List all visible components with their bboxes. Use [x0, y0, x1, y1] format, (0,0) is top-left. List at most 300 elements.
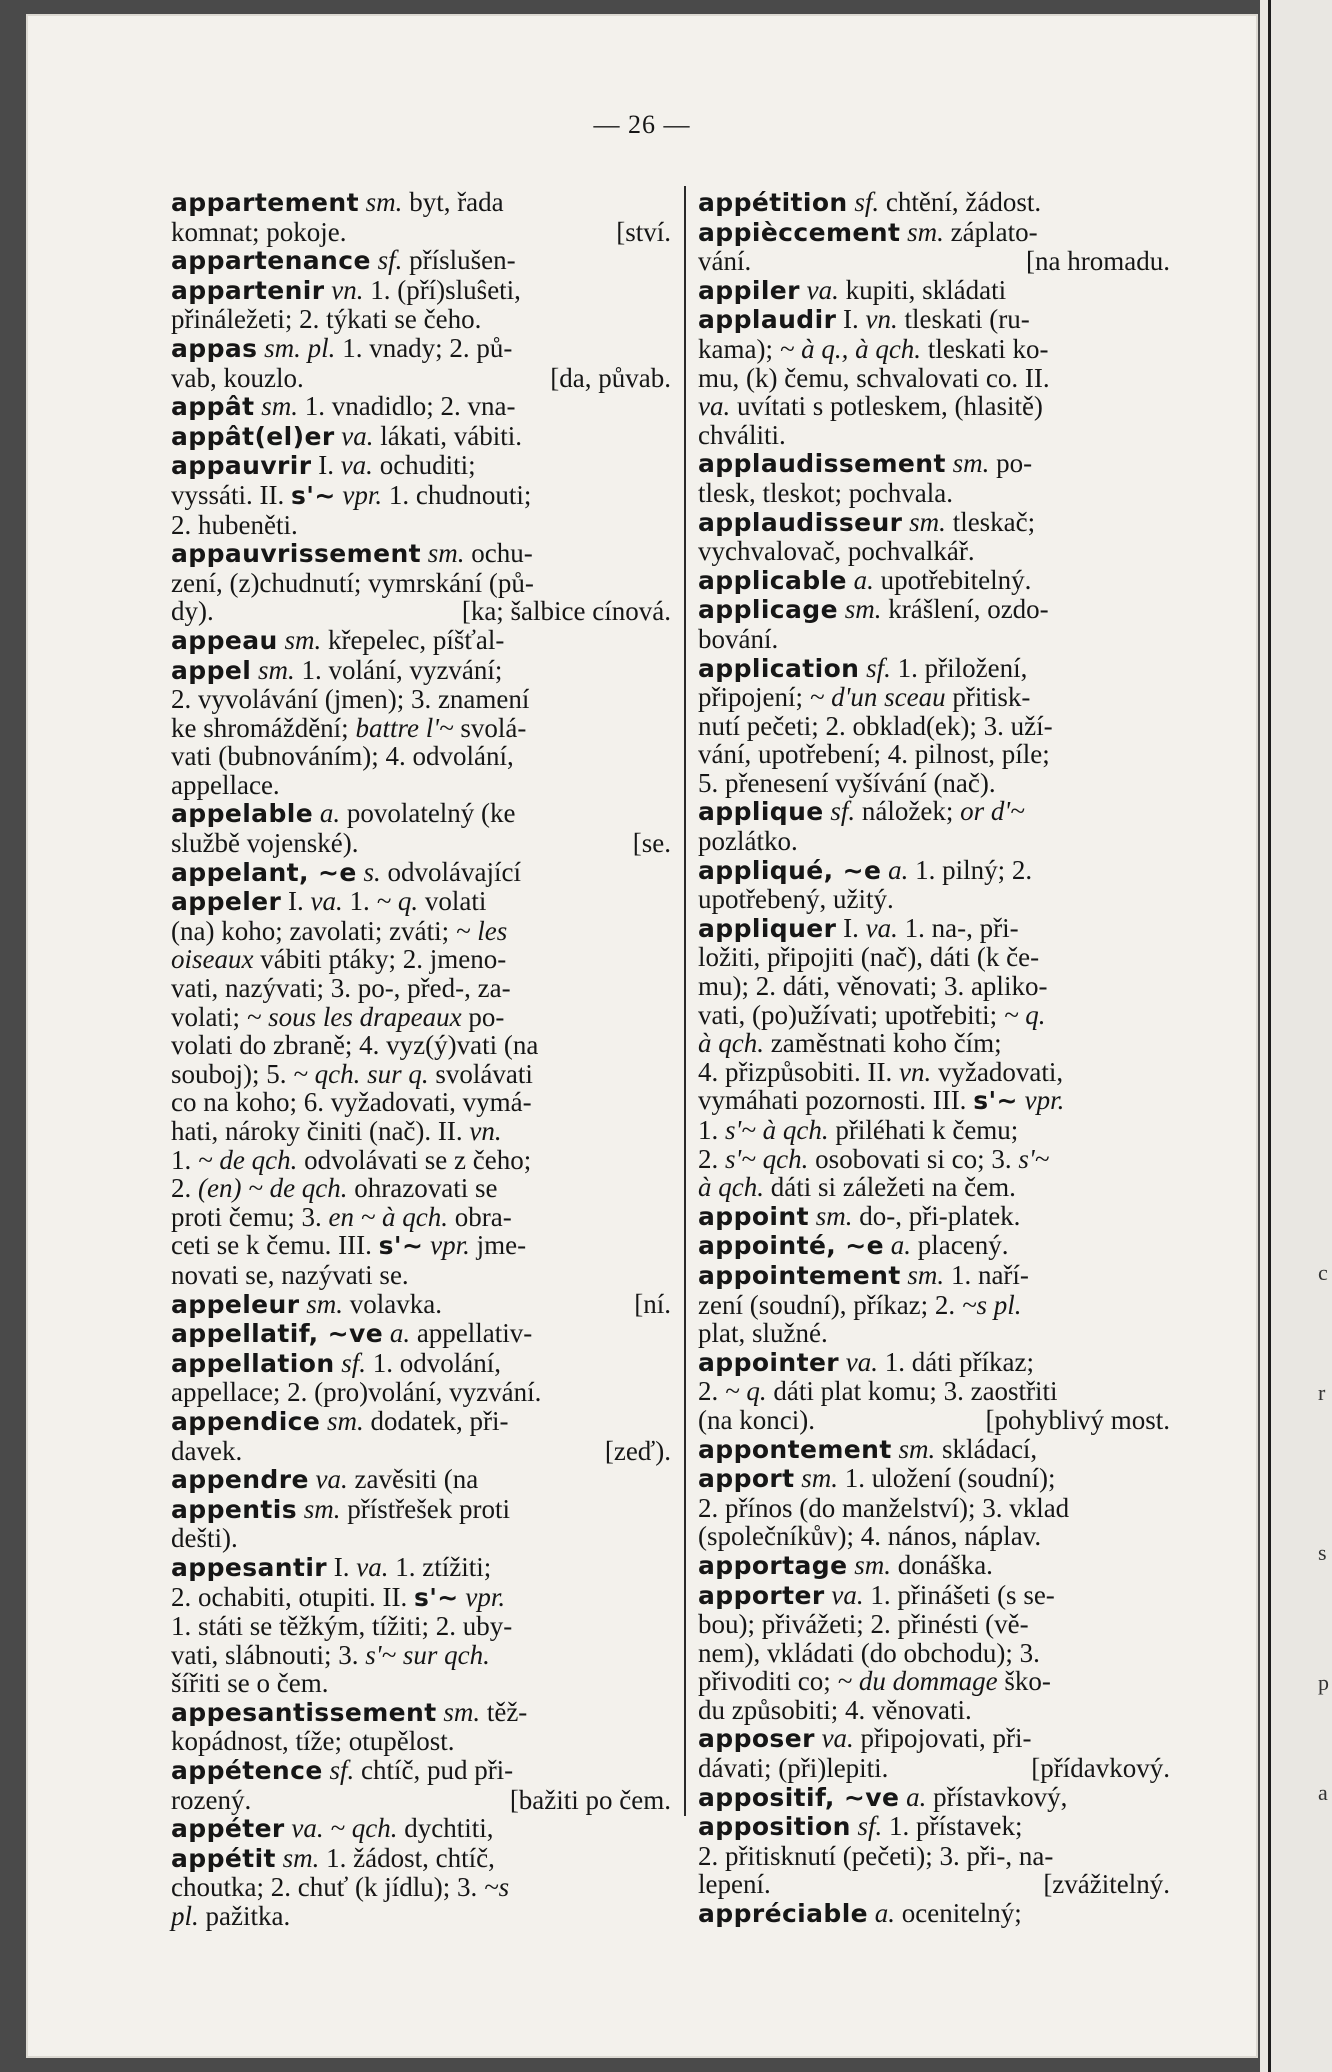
definition-text: dešti). [171, 1523, 238, 1554]
definition-text: 1. odvolání, [366, 1347, 502, 1378]
definition-text: křepelec, píšťal- [321, 624, 505, 655]
carried-over-fragment: [na hromadu. [1026, 246, 1170, 277]
dictionary-line [171, 1786, 671, 1815]
definition-text: kama); [698, 333, 780, 364]
definition-text: 2. přitisknutí (pečeti); 3. při-, na- [698, 1840, 1054, 1871]
grammar-label: sm. [844, 594, 882, 625]
definition-text: 1. přiložení, [890, 652, 1028, 683]
grammar-label: sm. [284, 624, 322, 655]
dictionary-line [698, 1377, 1170, 1406]
definition-text: volati; [171, 1001, 247, 1032]
grammar-label: vn. [898, 1056, 932, 1087]
headword: appoint [698, 1201, 809, 1231]
dictionary-line [171, 1378, 671, 1407]
dictionary-line [698, 364, 1170, 393]
definition-text: náložek; [855, 796, 961, 827]
headword: appellatif, ~ve [171, 1319, 384, 1349]
headword: apportage [698, 1550, 848, 1580]
headword: appendice [171, 1406, 321, 1436]
definition-text: byt, řada [402, 187, 504, 217]
carried-over-fragment: [da, půvab. [550, 362, 671, 393]
dictionary-line [171, 188, 671, 218]
dictionary-line [171, 364, 671, 393]
grammar-label: (en) ~ de qch. [198, 1173, 348, 1204]
dictionary-line [698, 1783, 1170, 1813]
headword: appétition [698, 188, 848, 217]
right-column [698, 188, 1170, 1929]
definition-text: 2. vyvolávání (jmen); 3. znamení [171, 684, 530, 715]
dictionary-line [698, 1029, 1170, 1058]
dictionary-line [698, 1842, 1170, 1871]
definition-text: připojení; [698, 682, 810, 713]
dictionary-line [171, 451, 671, 481]
definition-text [847, 565, 854, 595]
headword: applicage [698, 595, 838, 625]
dictionary-line [698, 914, 1170, 944]
dictionary-line [171, 1756, 671, 1786]
definition-text: vati, nazývati; 3. po-, před-, za- [171, 973, 511, 1004]
left-column [171, 188, 671, 1931]
dictionary-line [698, 335, 1170, 364]
headword: apporter [698, 1580, 825, 1610]
definition-text: 1. chudnouti; [382, 479, 532, 510]
definition-text: I. [311, 450, 341, 481]
headword: appât(el)er [171, 421, 335, 451]
dictionary-line [171, 1290, 671, 1320]
definition-text: 2. [171, 1173, 198, 1204]
definition-text: tleskač; [945, 506, 1036, 537]
dictionary-line [171, 1203, 671, 1232]
definition-text: 1. státi se těžkým, tížiti; 2. uby- [171, 1611, 513, 1642]
definition-text: odvolávající [380, 856, 521, 887]
definition-text [251, 655, 258, 685]
definition-text: po- [989, 448, 1033, 479]
headword: appétence [171, 1756, 323, 1786]
definition-text: ško- [997, 1666, 1051, 1697]
grammar-label: va. [821, 1723, 854, 1754]
grammar-label: ~ qch. sur q. [293, 1058, 429, 1089]
definition-text: obra- [448, 1201, 512, 1232]
grammar-label: s'~ qch. [725, 1143, 809, 1174]
definition-text: vati (bubnováním); 4. odvolání, [171, 741, 514, 772]
headword: appât [171, 392, 255, 422]
definition-text: 5. přenesení vyšívání (nač). [698, 767, 996, 798]
definition-text: dáti si záležeti na čem. [763, 1172, 1016, 1203]
definition-text: 1. na-, při- [897, 912, 1019, 943]
headword: appentis [171, 1494, 298, 1524]
gutter-letter: s [1318, 1540, 1327, 1565]
headword: applicable [698, 565, 847, 595]
definition-text: placený. [911, 1230, 1009, 1261]
definition-text: ohrazovati se [347, 1173, 498, 1204]
grammar-label: sm. [261, 391, 298, 422]
dictionary-line [698, 1406, 1170, 1435]
definition-text [838, 594, 845, 624]
dictionary-line [698, 449, 1170, 479]
carried-over-fragment: [zvážitelný. [1043, 1869, 1170, 1900]
definition-text: vati, (po)užívati; upotřebiti; [698, 999, 1004, 1030]
carried-over-fragment: [přídavkový. [1031, 1753, 1170, 1784]
grammar-label: ~s pl. [961, 1289, 1022, 1320]
grammar-label: s'~ [1018, 1143, 1050, 1174]
dictionary-line [698, 1086, 1170, 1116]
definition-text: 4. přizpůsobiti. II. [698, 1056, 899, 1087]
definition-text: přivoditi co; [698, 1666, 838, 1697]
carried-over-fragment: [se. [632, 828, 671, 859]
definition-text: přiléhati k čemu; [828, 1115, 1019, 1145]
definition-text: ocenitelný; [895, 1898, 1022, 1929]
grammar-label: s'~ à qch. [725, 1115, 829, 1145]
dictionary-line [698, 712, 1170, 741]
grammar-label: va. [865, 912, 898, 943]
grammar-label: battre l'~ [355, 712, 454, 743]
grammar-label: vpr. [1024, 1085, 1065, 1116]
definition-text: 1. naří- [944, 1259, 1029, 1290]
definition-text: ochuditi; [372, 450, 476, 481]
headword: s'~ [973, 1086, 1018, 1116]
definition-text: vábiti ptáky; 2. jmeno- [253, 944, 507, 975]
dictionary-line [698, 276, 1170, 306]
headword: appesantissement [171, 1697, 437, 1727]
definition-text: 1. přístavek; [882, 1811, 1023, 1842]
definition-text [851, 1811, 858, 1841]
definition-text: volati [418, 886, 487, 917]
headword: appéter [171, 1814, 285, 1844]
grammar-label: or d'~ [960, 796, 1025, 827]
dictionary-line [698, 740, 1170, 769]
definition-text: tleskati (ru- [897, 304, 1030, 335]
dictionary-line [171, 1437, 671, 1466]
definition-text: 1. vnadidlo; 2. vna- [298, 391, 516, 422]
definition-text: (společníkův); 4. nános, náplav. [698, 1521, 1042, 1552]
definition-text [297, 1494, 304, 1524]
definition-text [800, 275, 807, 305]
definition-text: bou); přivážeti; 2. přinésti (vě- [698, 1609, 1029, 1640]
dictionary-line [171, 1174, 671, 1203]
definition-text: vymáhati pozornosti. III. [698, 1085, 974, 1116]
grammar-label: sm. [909, 506, 946, 537]
definition-text: skládací, [935, 1433, 1038, 1464]
dictionary-line [698, 508, 1170, 538]
definition-text: tlesk, tleskot; pochvala. [698, 477, 953, 508]
gutter-letter: c [1318, 1260, 1328, 1285]
headword: appointé, ~e [698, 1231, 885, 1261]
definition-text: donáška. [890, 1549, 993, 1580]
headword: appas [171, 333, 258, 363]
definition-text: vání, upotřebení; 4. pilnost, píle; [698, 739, 1050, 770]
grammar-label: sm. [801, 1463, 839, 1494]
dictionary-line [171, 597, 671, 626]
dictionary-line [698, 1231, 1170, 1261]
dictionary-line [698, 1319, 1170, 1348]
definition-text: komnat; pokoje. [171, 216, 347, 247]
dictionary-line [698, 1001, 1170, 1030]
dictionary-line [171, 858, 671, 888]
grammar-label: va. [806, 274, 839, 305]
dictionary-line [171, 1583, 671, 1613]
definition-text: vychvalovač, pochvalkář. [698, 536, 975, 567]
grammar-label: sm. [854, 1549, 891, 1580]
grammar-label: ~ à q., à qch. [779, 333, 922, 364]
definition-text: 2. hubeněti. [171, 509, 298, 540]
dictionary-line [171, 974, 671, 1003]
definition-text: bování. [698, 623, 779, 654]
dictionary-line [171, 511, 671, 540]
dictionary-line [171, 1612, 671, 1641]
dictionary-line [171, 887, 671, 917]
definition-text: svolá- [453, 712, 527, 743]
grammar-label: sm. [815, 1200, 853, 1231]
definition-text: přitisk- [945, 682, 1031, 713]
grammar-label: a. [888, 854, 909, 885]
grammar-label: sm. [282, 1842, 320, 1873]
headword: appréciable [698, 1899, 869, 1929]
headword: appelable [171, 799, 314, 829]
grammar-label: sm. [443, 1696, 481, 1727]
definition-text [371, 245, 378, 275]
definition-text: upotřebitelný. [873, 564, 1032, 595]
grammar-label: va. ~ qch. [291, 1813, 398, 1844]
definition-text [383, 1318, 390, 1348]
grammar-label: sm. [365, 187, 403, 217]
dictionary-line [698, 1899, 1170, 1929]
definition-text: upotřebený, užitý. [698, 884, 894, 915]
dictionary-line [698, 1435, 1170, 1465]
definition-text: 2. ochabiti, otupiti. II. [171, 1581, 414, 1612]
definition-text: 1. přinášeti (s se- [863, 1579, 1055, 1610]
grammar-label: sm. [952, 448, 990, 479]
dictionary-line [171, 1231, 671, 1261]
grammar-label: ~ q. [376, 886, 419, 917]
dictionary-page [26, 14, 1258, 2058]
dictionary-line [171, 539, 671, 569]
definition-text [359, 187, 366, 217]
definition-text [815, 1723, 822, 1753]
binding-edge-line [1268, 0, 1271, 2072]
definition-text: proti čemu; 3. [171, 1201, 329, 1232]
definition-text [309, 1464, 316, 1494]
dictionary-line [171, 1844, 671, 1874]
carried-over-fragment: [ství. [616, 216, 671, 247]
definition-text [884, 1230, 891, 1260]
definition-text: nutí pečeti; 2. obklad(ek); 3. uží- [698, 710, 1053, 741]
definition-text: přístřešek proti [340, 1493, 510, 1524]
definition-text: vyssáti. II. [171, 479, 291, 510]
definition-text: chtění, žádost. [879, 187, 1042, 217]
definition-text: po- [461, 1001, 505, 1032]
gutter-letter: r [1318, 1380, 1326, 1405]
definition-text [313, 798, 320, 828]
dictionary-line [171, 218, 671, 247]
headword: appeau [171, 625, 278, 655]
definition-text [1018, 1085, 1025, 1115]
definition-text: volavka. [342, 1288, 442, 1319]
grammar-label: sm. [303, 1493, 341, 1524]
grammar-label: ~ q. [1003, 999, 1046, 1030]
headword: appel [171, 655, 252, 685]
definition-text: ceti se k čemu. III. [171, 1230, 379, 1261]
dictionary-line [698, 797, 1170, 827]
dictionary-line [171, 1117, 671, 1146]
dictionary-line [171, 917, 671, 946]
definition-text: (na) koho; zavolati; zváti; [171, 915, 456, 946]
dictionary-line [698, 1116, 1170, 1145]
definition-text: co na koho; 6. vyžadovati, vymá- [171, 1087, 532, 1118]
grammar-label: vn. [469, 1116, 502, 1146]
definition-text: volati do zbraně; 4. vyz(ý)vati (na [171, 1030, 539, 1061]
definition-text: lepení. [698, 1869, 771, 1900]
dictionary-line [171, 945, 671, 974]
headword: applaudissement [698, 449, 946, 479]
dictionary-line [171, 1873, 671, 1902]
dictionary-line [698, 1667, 1170, 1696]
dictionary-line [698, 1173, 1170, 1202]
grammar-label: ~ d'un sceau [809, 682, 946, 713]
column-divider [684, 186, 686, 1816]
definition-text: 2. [698, 1143, 725, 1174]
definition-text: odvolávati se z čeho; [297, 1144, 532, 1175]
dictionary-line [171, 656, 671, 686]
definition-text: příslušen- [402, 245, 516, 276]
grammar-label: sm. pl. [264, 332, 336, 363]
dictionary-line [698, 1464, 1170, 1494]
dictionary-line [171, 1465, 671, 1495]
definition-text: dodatek, při- [363, 1405, 509, 1436]
definition-text: ke shromáždění; [171, 712, 356, 743]
grammar-label: va. [831, 1579, 864, 1610]
dictionary-line [171, 334, 671, 364]
dictionary-line [171, 685, 671, 714]
dictionary-line [171, 1669, 671, 1698]
dictionary-line [698, 1261, 1170, 1291]
dictionary-line [698, 972, 1170, 1001]
headword: appendre [171, 1465, 309, 1495]
definition-text: 1. pilný; 2. [908, 854, 1033, 885]
headword: appartement [171, 188, 359, 217]
grammar-label: va. [341, 420, 374, 451]
definition-text [809, 1201, 816, 1231]
grammar-label: sf. [830, 796, 856, 827]
dictionary-line [698, 856, 1170, 886]
definition-text: 1. uložení (soudní); [838, 1463, 1056, 1494]
definition-text: zení, (z)chudnutí; vymrskání (pů- [171, 567, 534, 598]
dictionary-line [171, 1553, 671, 1583]
grammar-label: sm. [306, 1288, 343, 1319]
dictionary-line [698, 1058, 1170, 1087]
grammar-label: sf. [341, 1347, 367, 1378]
headword: s'~ [290, 480, 336, 510]
grammar-label: sf. [329, 1755, 355, 1786]
dictionary-line [698, 421, 1170, 450]
grammar-label: vpr. [342, 479, 383, 510]
grammar-label: a. [906, 1781, 927, 1812]
dictionary-line [171, 1060, 671, 1089]
definition-text: dychtiti, [397, 1813, 494, 1844]
dictionary-line [171, 1261, 671, 1290]
headword: appartenir [171, 275, 325, 305]
headword: apport [698, 1464, 795, 1494]
dictionary-line [698, 1291, 1170, 1320]
dictionary-line [698, 537, 1170, 566]
headword: appelant, ~e [171, 857, 357, 887]
headword: appétit [171, 1843, 276, 1873]
dictionary-line [698, 1724, 1170, 1754]
headword: appositif, ~ve [698, 1782, 900, 1812]
headword: appesantir [171, 1552, 328, 1582]
headword: appontement [698, 1434, 892, 1464]
dictionary-line [171, 1524, 671, 1553]
carried-over-fragment: [ka; šalbice cínová. [461, 596, 671, 627]
definition-text: pažitka. [198, 1901, 291, 1932]
definition-text: (na konci). [698, 1404, 815, 1435]
definition-text: davek. [171, 1435, 243, 1466]
definition-text: dávati; (při)lepiti. [698, 1753, 889, 1784]
definition-text [276, 1843, 283, 1873]
dictionary-line [698, 1348, 1170, 1378]
dictionary-line [171, 569, 671, 598]
headword: application [698, 653, 860, 683]
dictionary-line [171, 1146, 671, 1175]
definition-text: I. [281, 886, 311, 917]
grammar-label: a. [890, 1230, 912, 1261]
dictionary-line [171, 1349, 671, 1379]
grammar-label: ~s [483, 1872, 510, 1903]
definition-text: vab, kouzlo. [171, 362, 304, 393]
definition-text: souboj); 5. [171, 1058, 294, 1089]
definition-text: krášlení, ozdo- [881, 594, 1049, 625]
definition-text: do-, při-platek. [852, 1200, 1021, 1231]
grammar-label: sm. [898, 1433, 936, 1464]
dictionary-line [698, 1202, 1170, 1232]
dictionary-line [698, 654, 1170, 684]
headword: appointement [698, 1260, 901, 1290]
definition-text: těž- [480, 1696, 528, 1727]
definition-text: I. [836, 304, 866, 335]
dictionary-line [171, 1902, 671, 1931]
dictionary-line [698, 392, 1170, 421]
definition-text: osobovati si co; 3. [808, 1143, 1019, 1174]
definition-text: jme- [469, 1230, 527, 1261]
definition-text: záplato- [943, 216, 1038, 247]
headword: appauvrir [171, 451, 312, 481]
definition-text: appellativ- [410, 1318, 533, 1349]
gutter-letter: a [1318, 1780, 1328, 1805]
grammar-label: sm. [257, 654, 295, 685]
definition-text: 2. přínos (do manželství); 3. vklad [698, 1492, 1070, 1523]
grammar-label: ~ q. [725, 1376, 767, 1407]
dictionary-line [171, 392, 671, 422]
definition-text: choutka; 2. chuť (k jídlu); 3. [171, 1872, 484, 1903]
headword: appellation [171, 1348, 335, 1378]
definition-text: kupiti, skládati [838, 274, 1007, 305]
headword: appiler [698, 275, 800, 305]
definition-text: vyžadovati, [931, 1056, 1064, 1087]
definition-text: zaměstnati koho čím; [763, 1028, 1002, 1059]
grammar-label: sm. [907, 1259, 945, 1290]
dictionary-line [171, 1727, 671, 1756]
carried-over-fragment: [ní. [634, 1288, 671, 1319]
dictionary-line [171, 799, 671, 829]
grammar-label: vpr. [465, 1581, 506, 1612]
dictionary-line [698, 769, 1170, 798]
dictionary-line [698, 566, 1170, 596]
definition-text: lákati, vábiti. [373, 420, 522, 451]
grammar-label: a. [874, 1898, 896, 1929]
definition-text: I. [327, 1551, 357, 1582]
definition-text: svolávati [428, 1058, 533, 1089]
definition-text: šířiti se o čem. [171, 1668, 329, 1699]
definition-text: chtíč, pud při- [354, 1755, 514, 1786]
